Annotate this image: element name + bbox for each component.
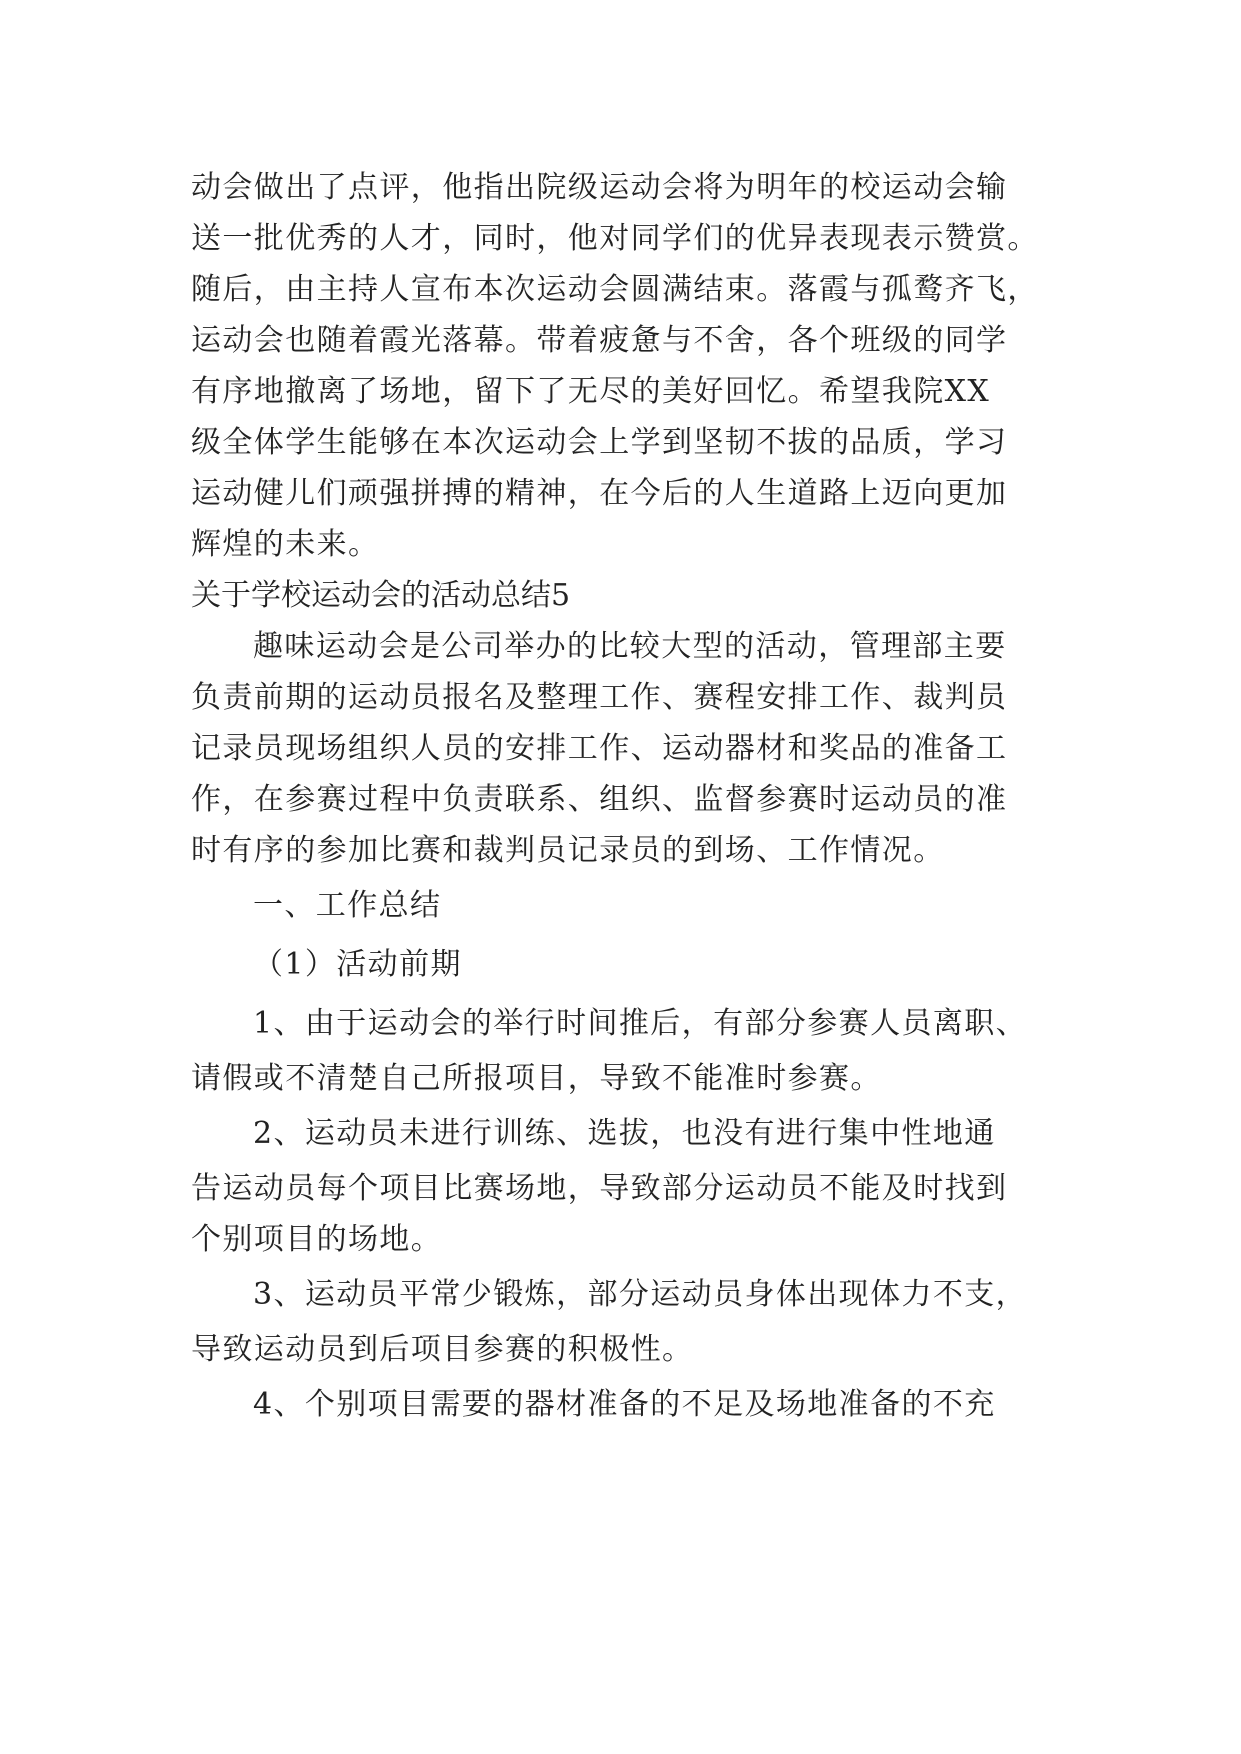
paragraph-line: 运动健儿们顽强拼搏的精神，在今后的人生道路上迈向更加 [191, 476, 1008, 511]
paragraph-line: 运动会也随着霞光落幕。带着疲惫与不舍，各个班级的同学 [191, 323, 1008, 358]
list-item-continuation: 请假或不清楚自己所报项目，导致不能准时参赛。 [191, 1061, 882, 1096]
paragraph-line: 记录员现场组织人员的安排工作、运动器材和奖品的准备工 [191, 731, 1008, 766]
paragraph-line: 负责前期的运动员报名及整理工作、赛程安排工作、裁判员 [191, 680, 1008, 715]
list-item-continuation: 告运动员每个项目比赛场地，导致部分运动员不能及时找到 [191, 1171, 1008, 1206]
paragraph-line: 辉煌的未来。 [191, 527, 380, 562]
list-item-continuation: 导致运动员到后项目参赛的积极性。 [191, 1332, 694, 1367]
subsection-heading: （1）活动前期 [253, 947, 462, 982]
list-item: 4、个别项目需要的器材准备的不足及场地准备的不充 [253, 1387, 996, 1422]
paragraph-line: 有序地撤离了场地，留下了无尽的美好回忆。希望我院XX [191, 374, 991, 409]
paragraph-line: 送一批优秀的人才，同时，他对同学们的优异表现表示赞赏。 [191, 221, 1039, 256]
paragraph-line: 时有序的参加比赛和裁判员记录员的到场、工作情况。 [191, 833, 945, 868]
paragraph-line: 随后，由主持人宣布本次运动会圆满结束。落霞与孤鹜齐飞， [191, 272, 1039, 307]
subsection-heading: 一、工作总结 [253, 888, 442, 923]
paragraph-line: 动会做出了点评，他指出院级运动会将为明年的校运动会输 [191, 170, 1008, 205]
paragraph-line: 作，在参赛过程中负责联系、组织、监督参赛时运动员的准 [191, 782, 1008, 817]
paragraph-line: 级全体学生能够在本次运动会上学到坚韧不拔的品质，学习 [191, 425, 1008, 460]
paragraph-line: 趣味运动会是公司举办的比较大型的活动，管理部主要 [253, 629, 1007, 664]
section-heading: 关于学校运动会的活动总结5 [191, 578, 571, 613]
list-item: 1、由于运动会的举行时间推后，有部分参赛人员离职、 [253, 1006, 1028, 1041]
list-item-continuation: 个别项目的场地。 [191, 1222, 443, 1257]
list-item: 3、运动员平常少锻炼，部分运动员身体出现体力不支， [253, 1277, 1028, 1312]
document-body [191, 162, 1071, 1434]
list-item: 2、运动员未进行训练、选拔，也没有进行集中性地通 [253, 1116, 996, 1151]
